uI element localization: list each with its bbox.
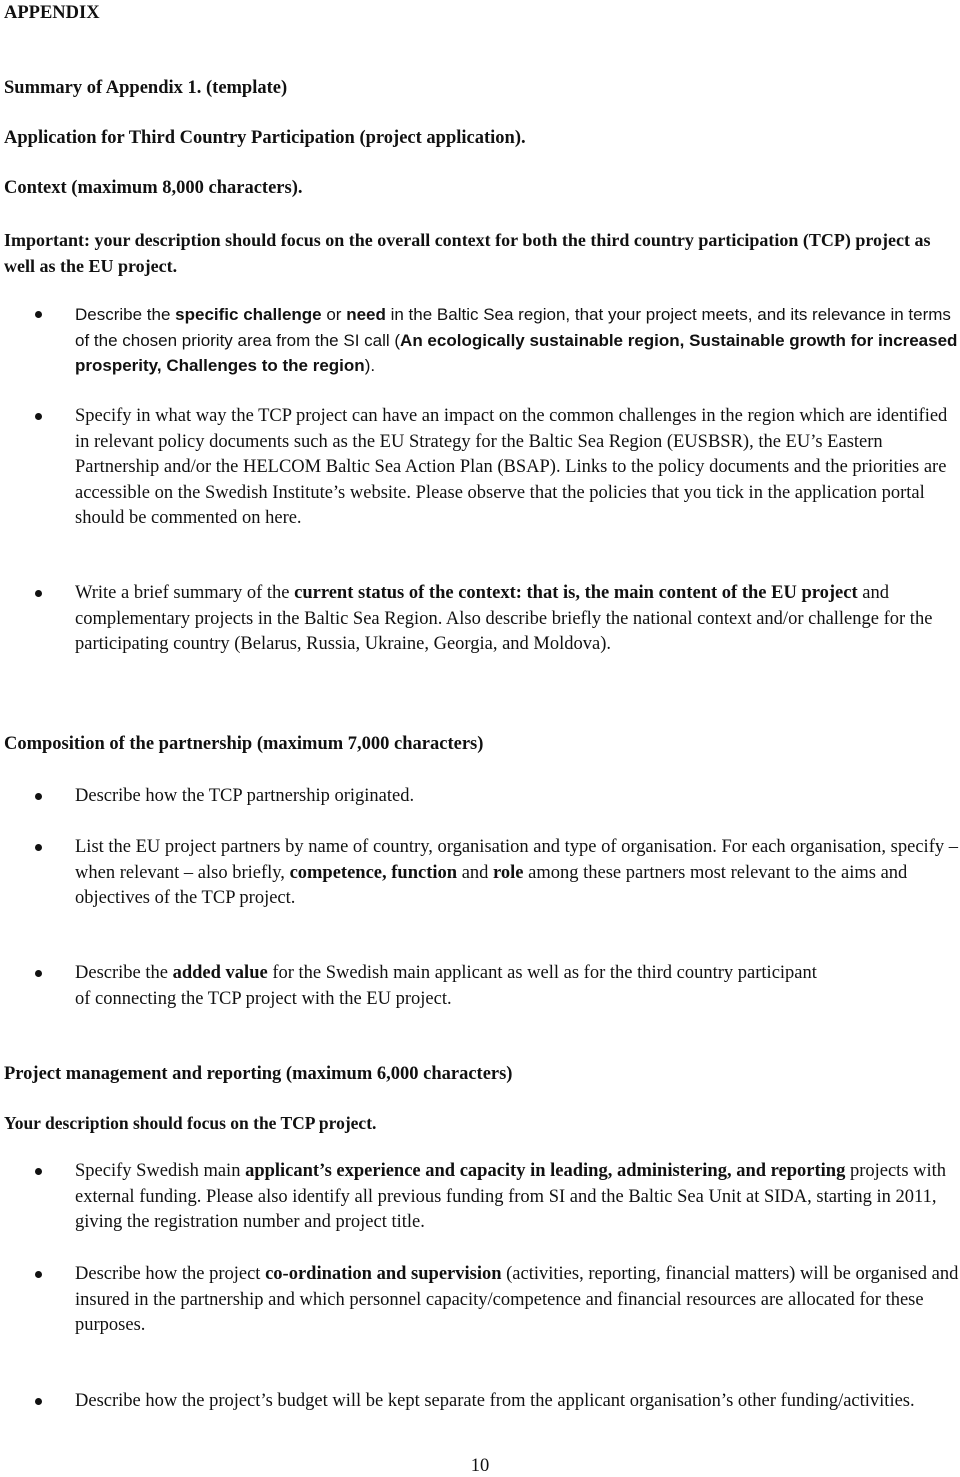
bullet-icon	[35, 793, 42, 800]
bullet-icon	[35, 311, 42, 318]
bullet-text: Describe the added value for the Swedish main applicant as well as for the third country participant of connecting the TCP project with the EU project.	[75, 963, 817, 1009]
bullet-icon	[35, 1271, 42, 1278]
bullet-icon	[35, 970, 42, 977]
bullet-text: List the EU project partners by name of country, organisation and type of organisation. For each organisation, specify – when relevant – also briefly, competence, function and role among these partners most relevant to the aims and objectives of the TCP project.	[75, 837, 958, 908]
bullet-icon	[35, 1398, 42, 1405]
bullet-icon	[35, 413, 42, 420]
application-title: Application for Third Country Participation (project application).	[4, 128, 526, 148]
appendix-title: APPENDIX	[4, 3, 100, 23]
bullet-icon	[35, 590, 42, 597]
bullet-text: Write a brief summary of the current status of the context: that is, the main content of the EU project and complementary projects in the Baltic Sea Region. Also describe briefly the national context and/or challenge for the participating country (Belarus, Russia, Ukraine, Georgia, and Moldova).	[75, 583, 933, 654]
summary-title: Summary of Appendix 1. (template)	[4, 78, 288, 98]
bullet-icon	[35, 1168, 42, 1175]
bullet-icon	[35, 844, 42, 851]
bullet-text: Describe how the project co-ordination and supervision (activities, reporting, financial matters) will be organised and insured in the partnership and which personnel capacity/competence and financial resources are allocated for these purposes.	[75, 1264, 959, 1335]
management-focus-note: Your description should focus on the TCP project.	[4, 1113, 377, 1133]
management-heading: Project management and reporting (maximum 6,000 characters)	[4, 1064, 513, 1084]
context-heading: Context (maximum 8,000 characters).	[4, 178, 303, 198]
bullet-text: Describe how the TCP partnership originated.	[75, 786, 415, 806]
bullet-text: Describe the specific challenge or need in the Baltic Sea region, that your project meets, and its relevance in terms of the chosen priority area from the SI call (An ecologically sustainable region, Sustainable growth for increased prosperity, Challenges to the region).	[75, 305, 958, 375]
bullet-text: Describe how the project’s budget will be kept separate from the applicant organisation’s other funding/activities.	[75, 1391, 915, 1411]
context-important-note: Important: your description should focus on the overall context for both the third country participation (TCP) project as well as the EU project.	[4, 230, 931, 276]
page-number: 10	[470, 1456, 490, 1476]
partnership-heading: Composition of the partnership (maximum 7,000 characters)	[4, 734, 484, 754]
bullet-text: Specify in what way the TCP project can have an impact on the common challenges in the region which are identified in relevant policy documents such as the EU Strategy for the Baltic Sea Region (EUSBSR), the EU’s Eastern Partnership and/or the HELCOM Baltic Sea Action Plan (BSAP). Links to the policy documents and the priorities are accessible on the Swedish Institute’s website. Please observe that the policies that you tick in the application portal should be commented on here.	[75, 406, 948, 528]
bullet-text: Specify Swedish main applicant’s experience and capacity in leading, administering, and reporting projects with external funding. Please also identify all previous funding from SI and the Baltic Sea Unit at SIDA, starting in 2011, giving the registration number and project title.	[75, 1161, 947, 1232]
